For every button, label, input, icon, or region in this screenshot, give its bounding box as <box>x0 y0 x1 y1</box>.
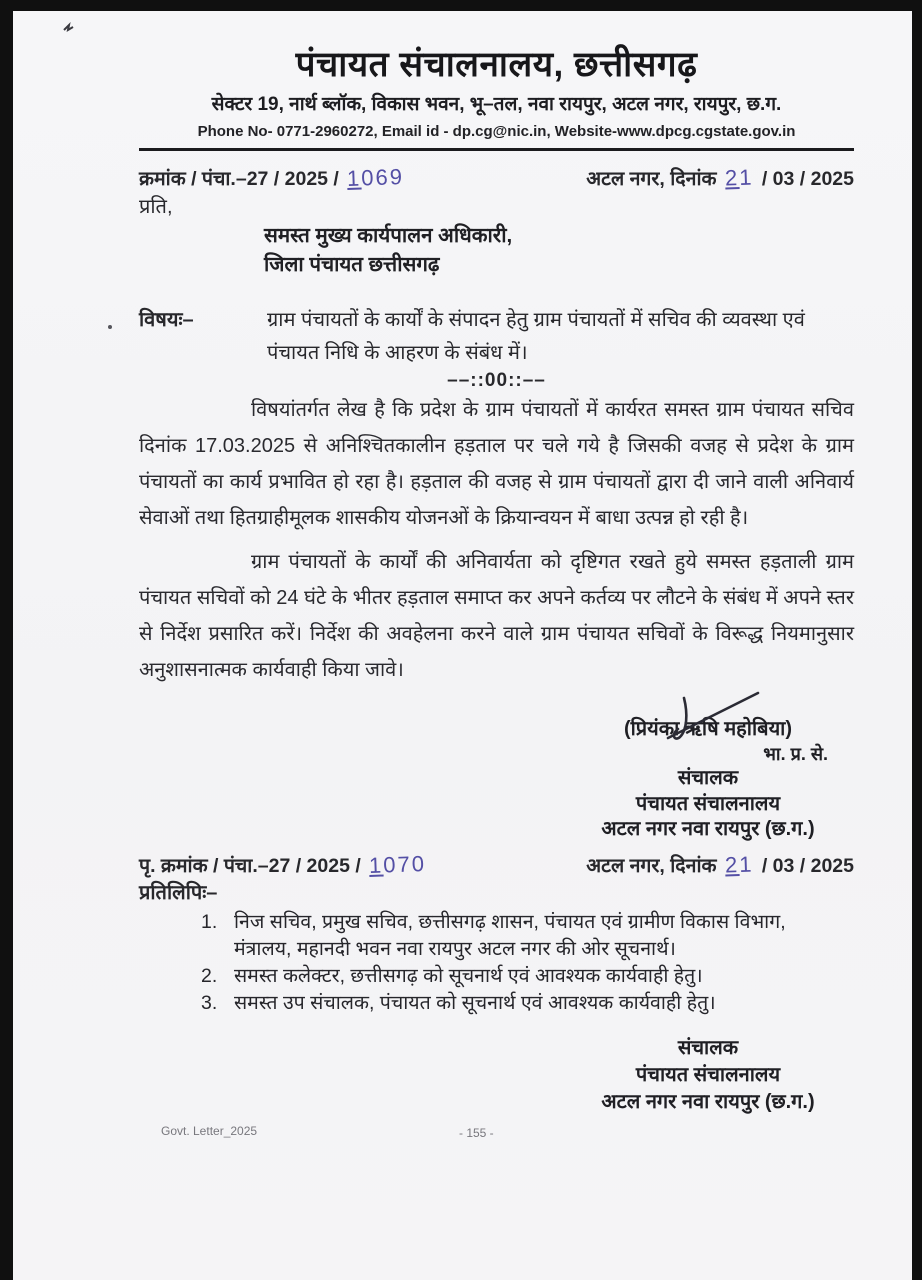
letterhead-divider <box>139 148 854 151</box>
letter-page <box>13 11 912 1280</box>
endorsement-place-date-label: अटल नगर, दिनांक <box>586 854 717 877</box>
footer-page-number: - 155 - <box>459 1125 494 1140</box>
signatory-organization: पंचायत संचालनालय <box>635 792 781 815</box>
signatory-designation: संचालक <box>677 767 739 789</box>
stray-pen-mark-icon <box>61 21 77 40</box>
reference-number-handwritten: 1069 <box>346 164 405 191</box>
list-item <box>201 990 854 1017</box>
signatory-service: भा. प्र. से. <box>763 744 828 764</box>
office-title: पंचायत संचालनालय, छत्तीसगढ़ <box>295 45 698 84</box>
scan-speck-icon <box>108 325 112 329</box>
endorsement-number-handwritten: 1070 <box>368 850 427 878</box>
subject-text: ग्राम पंचायतों के कार्यों के संपादन हेतु ग्राम पंचायतों में सचिव की व्यवस्था एवं पंचायत निधि के आहरण के संबंध में। <box>267 309 805 364</box>
closing-designation: संचालक <box>677 1036 739 1059</box>
list-item <box>201 909 854 963</box>
page-footer <box>139 1124 854 1140</box>
subject-separator: ––::00::–– <box>447 370 546 391</box>
list-item-text: समस्त उप संचालक, पंचायत को सूचनार्थ एवं आवश्यक कार्यवाही हेतु। <box>234 991 716 1014</box>
list-item-number: 3. <box>201 991 218 1014</box>
signatory-place: अटल नगर नवा रायपुर (छ.ग.) <box>601 818 815 840</box>
addressee-line1: समस्त मुख्य कार्यपालन अधिकारी, <box>264 224 513 247</box>
place-date <box>586 164 854 193</box>
body-paragraph-2: ग्राम पंचायतों के कार्यों की अनिवार्यता को दृष्टिगत रखते हुये समस्त हड़ताली ग्राम पंचायत सचिवों को 24 घंटे के भीतर हड़ताल समाप्त कर अपने कर्तव्य पर लौटने के संबंध में अपने स्तर से निर्देश प्रसारित करें। निर्देश की अवहेलना करने वाले ग्राम पंचायत सचिवों के विरूद्ध नियमानुसार अनुशासनात्मक कार्यवाही किया जावे। <box>139 551 854 681</box>
subject-label: विषयः– <box>139 309 194 331</box>
footer-document-id: Govt. Letter_2025 <box>161 1123 258 1138</box>
signature-block <box>562 688 854 843</box>
reference-number-label: क्रमांक / पंचा.–27 / 2025 / <box>139 168 339 190</box>
addressee-line2: जिला पंचायत छत्तीसगढ़ <box>264 253 440 276</box>
date-day-handwritten: 21 <box>724 164 754 191</box>
reference-row <box>139 164 854 193</box>
office-address: सेक्टर 19, नार्थ ब्लॉक, विकास भवन, भू–तल, नवा रायपुर, अटल नगर, रायपुर, छ.ग. <box>211 94 782 115</box>
list-item-text: समस्त कलेक्टर, छत्तीसगढ़ को सूचनार्थ एवं आवश्यक कार्यवाही हेतु। <box>234 964 703 987</box>
addressee-block <box>264 221 854 279</box>
letterhead <box>139 11 854 142</box>
endorsement-place-date <box>586 851 854 880</box>
endorsement-date-day-handwritten: 21 <box>724 851 754 877</box>
closing-place: अटल नगर नवा रायपुर (छ.ग.) <box>601 1090 815 1113</box>
list-item <box>201 963 854 990</box>
list-item-number: 2. <box>201 964 218 987</box>
subject-row <box>139 304 854 370</box>
copy-to-label: प्रतिलिपिः– <box>139 881 218 904</box>
body-paragraph-1: विषयांतर्गत लेख है कि प्रदेश के ग्राम पंचायतों में कार्यरत समस्त ग्राम पंचायत सचिव दिनांक 17.03.2025 से अनिश्चितकालीन हड़ताल पर चले गये है जिसकी वजह से प्रदेश के ग्राम पंचायतों का कार्य प्रभावित हो रहा है। हड़ताल की वजह से ग्राम पंचायतों द्वारा दी जाने वाली अनिवार्य सेवाओं तथा हितग्राहीमूलक शासकीय योजनओं के क्रियान्वयन में बाधा उत्पन्न हो रही है। <box>139 399 854 529</box>
date-month-year: / 03 / 2025 <box>761 168 854 190</box>
endorsement-number-label: पृ. क्रमांक / पंचा.–27 / 2025 / <box>139 854 361 877</box>
list-item-text: निज सचिव, प्रमुख सचिव, छत्तीसगढ़ शासन, पंचायत एवं ग्रामीण विकास विभाग, मंत्रालय, महानदी भवन नवा रायपुर अटल नगर की ओर सूचनार्थ। <box>234 910 786 960</box>
closing-signature-block <box>562 1035 854 1116</box>
endorsement-date-month-year: / 03 / 2025 <box>761 854 854 877</box>
reference-number <box>139 164 407 193</box>
endorsement-row <box>139 851 854 880</box>
place-date-label: अटल नगर, दिनांक <box>586 168 717 190</box>
salutation: प्रति, <box>139 196 173 218</box>
signatory-name: (प्रियंका ऋषि महोबिया) <box>623 718 793 740</box>
copy-to-list <box>201 909 854 1017</box>
list-item-number: 1. <box>201 910 218 933</box>
office-contact: Phone No- 0771-2960272, Email id - dp.cg@nic.in, Website-www.dpcg.cgstate.gov.in <box>197 123 796 140</box>
closing-organization: पंचायत संचालनालय <box>635 1063 781 1086</box>
handwritten-signature-icon <box>562 688 854 732</box>
endorsement-number <box>139 851 429 880</box>
